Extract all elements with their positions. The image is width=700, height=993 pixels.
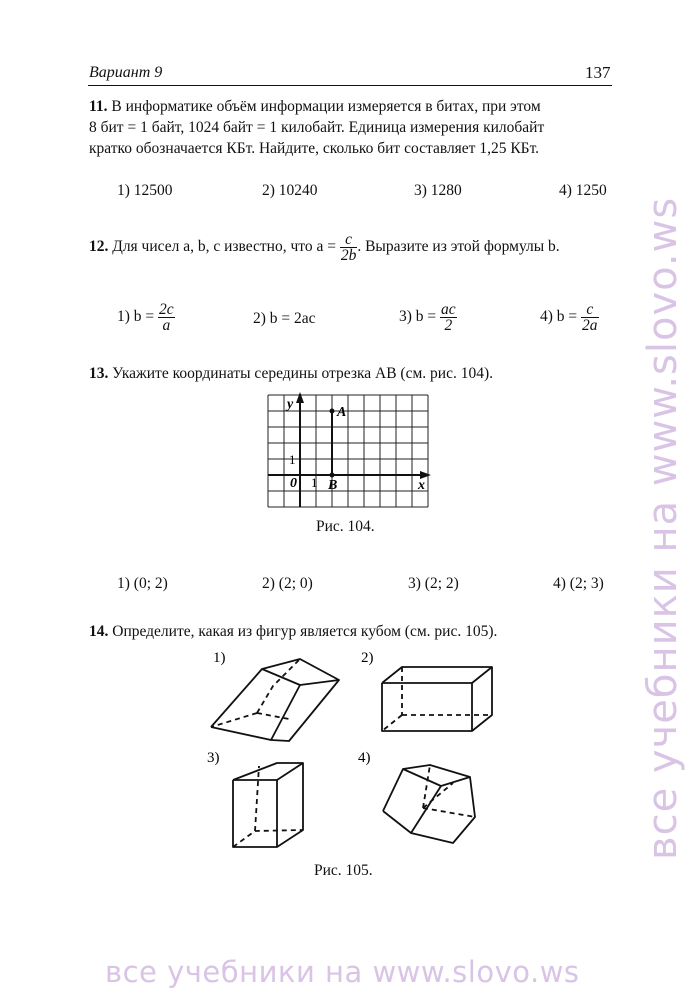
question-13-number: 13. bbox=[89, 365, 109, 382]
q11-option-4: 4) 1250 bbox=[559, 182, 607, 199]
unit-x-label: 1 bbox=[311, 475, 318, 490]
y-axis-arrow bbox=[296, 392, 304, 403]
point-b bbox=[330, 473, 335, 478]
question-11-line-3: кратко обозначается КБт. Найдите, сколько бит составляет 1,25 КБт. bbox=[89, 140, 540, 157]
q13-option-3: 3) (2; 2) bbox=[408, 575, 459, 592]
q12-option-1-den: a bbox=[162, 317, 171, 334]
watermark-side: все учебники на www.slovo.ws bbox=[640, 196, 686, 860]
q12-option-1-num: 2c bbox=[159, 301, 174, 318]
figure-1-label: 1) bbox=[213, 650, 226, 666]
question-12-formula-den: 2b bbox=[340, 247, 357, 264]
q13-option-2: 2) (2; 0) bbox=[262, 575, 313, 592]
question-14-text: Определите, какая из фигур является кубом (см. рис. 105). bbox=[112, 623, 498, 640]
q13-option-4: 4) (2; 3) bbox=[553, 575, 604, 592]
q11-option-1: 1) 12500 bbox=[117, 182, 173, 199]
q12-option-3 bbox=[399, 302, 457, 333]
q12-option-4-den: 2a bbox=[582, 317, 598, 334]
figure-2-label: 2) bbox=[361, 650, 374, 666]
x-axis-label: x bbox=[418, 478, 425, 493]
watermark-bottom: все учебники на www.slovo.ws bbox=[105, 955, 580, 989]
point-a-label: A bbox=[337, 405, 347, 420]
q12-option-4-label: 4) b = bbox=[540, 308, 578, 326]
point-a bbox=[330, 409, 335, 414]
figure-3-prism bbox=[233, 763, 303, 847]
q12-option-1-label: 1) b = bbox=[117, 308, 155, 326]
page-number: 137 bbox=[585, 63, 611, 82]
q12-option-3-den: 2 bbox=[444, 317, 453, 334]
q11-option-2: 2) 10240 bbox=[262, 182, 318, 199]
question-11-line-1: В информатике объём информации измеряется в битах, при этом bbox=[111, 98, 541, 115]
q11-option-3: 3) 1280 bbox=[414, 182, 462, 199]
question-12-number: 12. bbox=[89, 238, 109, 256]
q12-option-4 bbox=[540, 302, 599, 333]
coordinate-grid-figure bbox=[265, 392, 435, 512]
q12-option-2: 2) b = 2ac bbox=[253, 310, 316, 327]
q12-option-1 bbox=[117, 302, 175, 333]
question-12 bbox=[89, 232, 614, 263]
q12-option-3-num: ac bbox=[441, 301, 456, 318]
figure-4-cube bbox=[383, 765, 475, 843]
figure-1-parallelepiped bbox=[211, 659, 339, 741]
header-rule bbox=[88, 85, 612, 86]
q12-option-4-num: c bbox=[581, 302, 599, 318]
question-12-text-before: Для чисел a, b, c известно, что a = bbox=[112, 238, 336, 256]
question-11-number: 11. bbox=[89, 98, 108, 115]
question-14 bbox=[89, 621, 497, 642]
question-12-formula bbox=[340, 232, 358, 263]
question-12-formula-num: c bbox=[340, 232, 358, 248]
question-13-text: Укажите координаты середины отрезка AB (см. рис. 104). bbox=[112, 365, 493, 382]
q12-option-3-label: 3) b = bbox=[399, 308, 437, 326]
unit-y-label: 1 bbox=[289, 452, 296, 467]
figure-105-caption: Рис. 105. bbox=[314, 862, 373, 879]
question-13 bbox=[89, 363, 493, 384]
question-14-number: 14. bbox=[89, 623, 109, 640]
figure-2-rectangular-box bbox=[382, 667, 492, 731]
question-12-text-after: . Выразите из этой формулы b. bbox=[357, 238, 560, 256]
origin-label: 0 bbox=[290, 476, 297, 491]
point-b-label: B bbox=[328, 478, 338, 493]
figure-4-label: 4) bbox=[358, 750, 371, 766]
question-11-line-2: 8 бит = 1 байт, 1024 байт = 1 килобайт. Единица измерения килобайт bbox=[89, 119, 545, 136]
question-11 bbox=[89, 96, 614, 159]
figure-3-label: 3) bbox=[207, 750, 220, 766]
q13-option-1: 1) (0; 2) bbox=[117, 575, 168, 592]
y-axis-label: y bbox=[287, 397, 294, 412]
figures-105 bbox=[195, 645, 515, 860]
header-title: Вариант 9 bbox=[89, 64, 163, 81]
figure-104-caption: Рис. 104. bbox=[316, 518, 375, 535]
